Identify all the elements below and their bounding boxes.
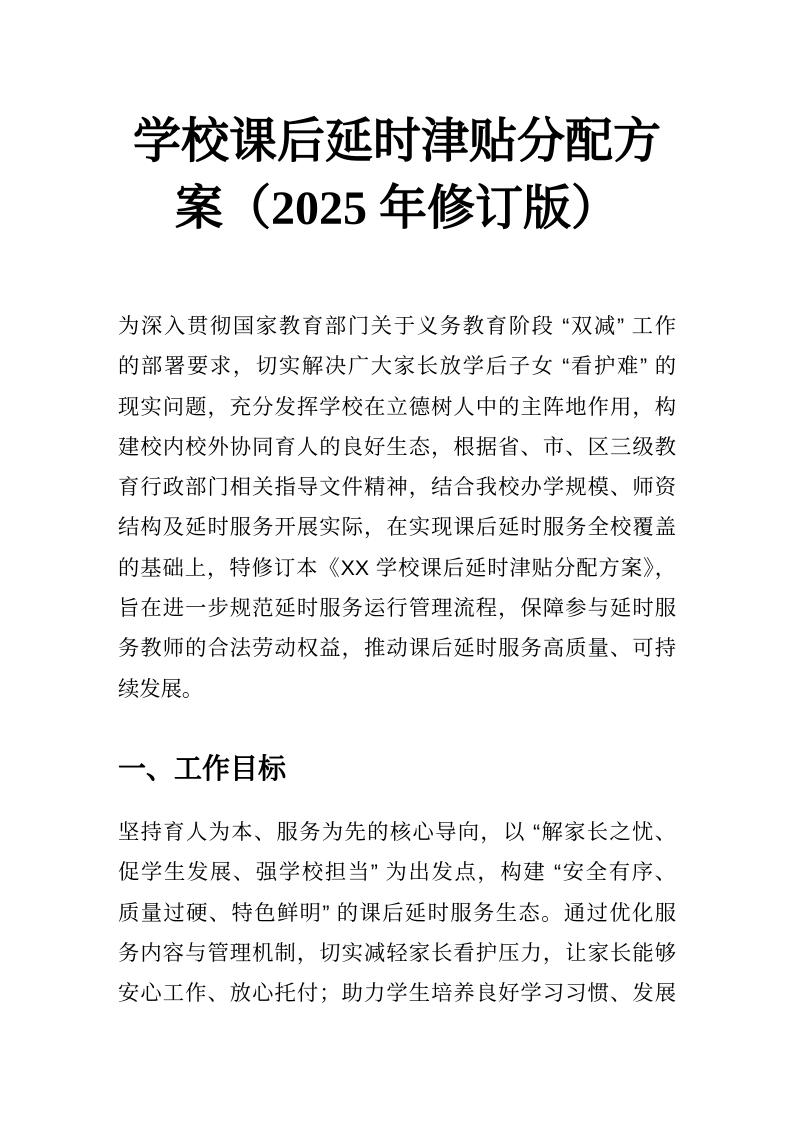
- goals-paragraph-line: 务内容与管理机制，切实减轻家长看护压力，让家长能够: [118, 940, 676, 965]
- intro-paragraph-line: 的部署要求，切实解决广大家长放学后子女 “看护难” 的: [118, 354, 676, 379]
- goals-paragraph-line: 坚持育人为本、服务为先的核心导向，以 “解家长之忧、: [118, 819, 676, 844]
- intro-paragraph-line: 结构及延时服务开展实际，在实现课后延时服务全校覆盖: [118, 515, 676, 540]
- intro-paragraph-line: 续发展。: [118, 676, 204, 701]
- document-title-line-1: 学校课后延时津贴分配方: [132, 115, 661, 168]
- intro-paragraph-line: 育行政部门相关指导文件精神，结合我校办学规模、师资: [118, 475, 676, 500]
- intro-paragraph: [118, 306, 676, 709]
- goals-paragraph-line: 质量过硬、特色鲜明” 的课后延时服务生态。通过优化服: [118, 900, 676, 925]
- intro-paragraph-line: 现实问题，充分发挥学校在立德树人中的主阵地作用，构: [118, 394, 676, 419]
- intro-paragraph-line: 为深入贯彻国家教育部门关于义务教育阶段 “双减” 工作: [118, 314, 676, 338]
- section-heading-work-goals: 一、工作目标: [118, 753, 287, 785]
- document-title: [118, 108, 676, 242]
- intro-paragraph-line: 务教师的合法劳动权益，推动课后延时服务高质量、可持: [118, 636, 676, 661]
- document-title-line-2: 案（2025 年修订版）: [174, 182, 619, 235]
- goals-paragraph-line: 促学生发展、强学校担当” 为出发点，构建 “安全有序、: [118, 860, 676, 885]
- goals-paragraph: [118, 812, 676, 1013]
- goals-paragraph-line: 安心工作、放心托付；助力学生培养良好学习习惯、发展: [118, 981, 676, 1006]
- intro-paragraph-line: 旨在进一步规范延时服务运行管理流程，保障参与延时服: [118, 596, 676, 621]
- intro-paragraph-line: 建校内校外协同育人的良好生态，根据省、市、区三级教: [118, 434, 676, 459]
- intro-paragraph-line: 的基础上，特修订本《XX 学校课后延时津贴分配方案》，: [118, 555, 676, 580]
